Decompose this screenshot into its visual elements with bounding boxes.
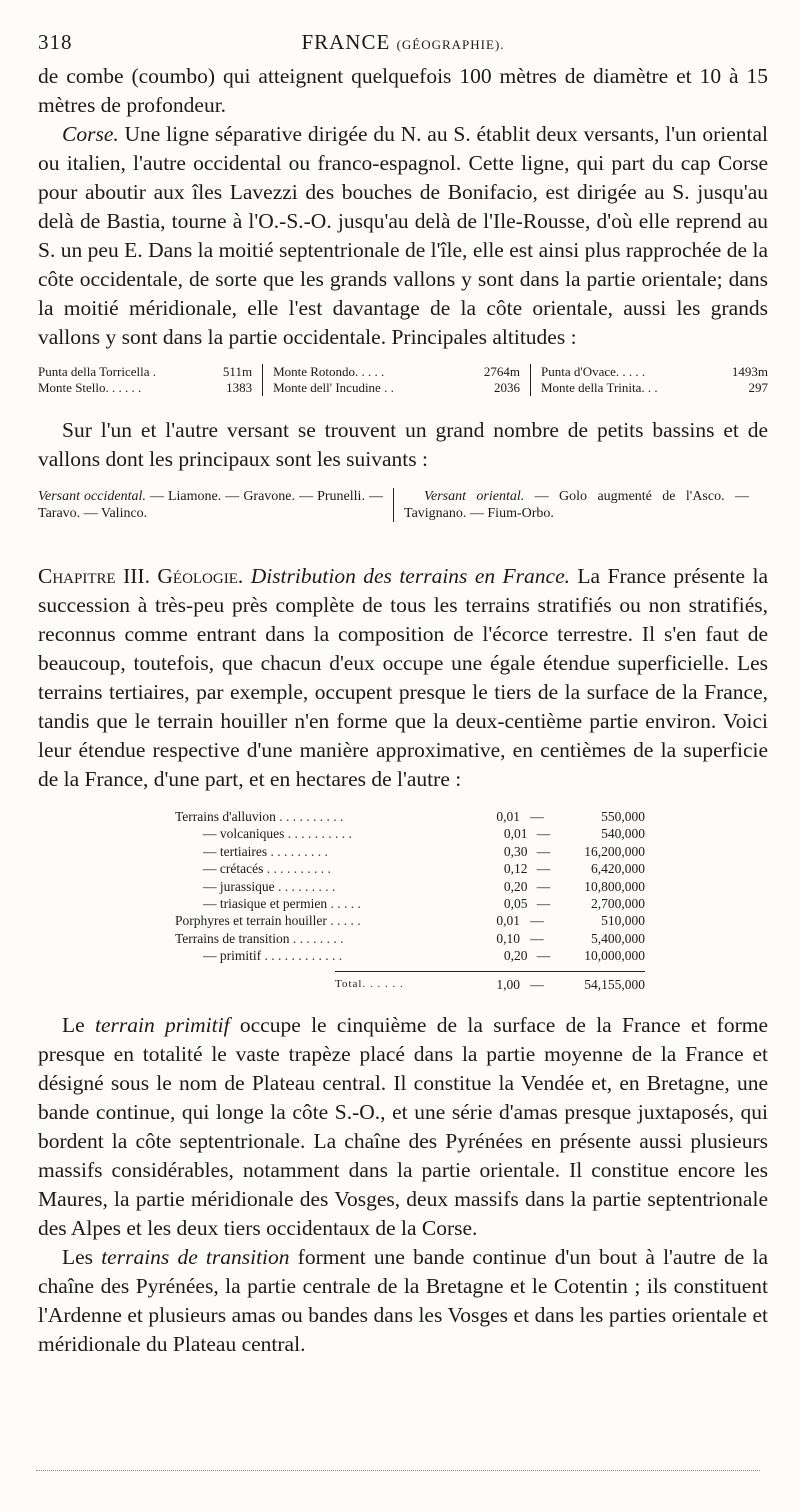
altitude-name: Monte della Trinita. . .	[540, 380, 658, 395]
paragraph-chapter-3	[38, 562, 768, 794]
terrain-dash: —	[536, 878, 551, 894]
leader-dots: . . . . . . . . . .	[279, 809, 344, 824]
leader-dots: . . . . .	[330, 896, 361, 912]
leader-dots: . . . . . . . . . . . .	[264, 948, 343, 964]
terrain-hectares: 2,700,000	[591, 896, 645, 912]
terrain-row	[175, 947, 645, 964]
altitudes-column-3	[530, 364, 768, 396]
terrain-percent: 0,01	[503, 826, 528, 842]
altitude-row	[273, 380, 520, 396]
total-hectares: 54,155,000	[584, 976, 645, 992]
terrain-name: — jurassique	[203, 878, 275, 894]
page-title	[38, 30, 768, 55]
terrain-name: Terrains de transition	[175, 930, 290, 946]
leader-dots: . . . . . . . . .	[278, 878, 336, 894]
terrain-name: — volcaniques	[203, 826, 285, 842]
transition-term: terrains de transition	[101, 1245, 290, 1270]
terrain-hectares: 5,400,000	[591, 930, 645, 946]
title-main: FRANCE	[301, 30, 391, 54]
altitude-name: Monte Rotondo. . . . .	[273, 364, 385, 379]
corse-label: Corse.	[62, 122, 119, 146]
terrain-dash: —	[536, 948, 551, 964]
altitude-value: 2764m	[483, 364, 520, 379]
terrain-row	[175, 930, 645, 947]
terrain-row	[175, 843, 645, 860]
running-header	[38, 26, 768, 62]
leader-dots: . . . . . .	[362, 977, 404, 990]
title-subtitle: (GÉOGRAPHIE).	[396, 37, 505, 52]
paragraph-terrain-primitif	[38, 1011, 768, 1243]
basins-table	[38, 488, 768, 522]
transition-text: forment une bande continue d'un bout à l'autre de la chaîne des Pyrénées, la partie centrale de la Bretagne et le Cotentin ; ils constituent l'Ardenne et plusieurs amas ou bandes dans les Vosges et dans les parties orientale et méridionale du Plateau central.	[38, 1245, 769, 1357]
altitude-name: Monte Stello. . . . . .	[38, 380, 142, 395]
terrain-dash: —	[530, 913, 544, 929]
altitude-value: 1383	[226, 380, 253, 395]
terrains-table	[175, 808, 645, 993]
versant-occidental	[38, 488, 393, 522]
terrain-percent: 0,10	[496, 930, 520, 946]
total-label: Total	[335, 977, 363, 990]
terrain-row	[175, 912, 645, 929]
terrain-hectares: 550,000	[601, 809, 645, 824]
altitude-row	[541, 380, 768, 396]
versant-oriental-text: — Golo augmenté de l'Asco. — Tavignano. — Fium-Orbo.	[404, 489, 749, 521]
altitude-row	[38, 364, 252, 380]
altitude-row	[541, 364, 768, 380]
terrain-name: — primitif	[203, 948, 262, 964]
altitude-value: 2036	[493, 380, 520, 395]
paragraph-combe: de combe (coumbo) qui atteignent quelquefois 100 mètres de diamètre et 10 à 15 mètres de profondeur.	[38, 64, 768, 117]
book-page	[38, 26, 768, 1359]
versant-oriental-label: Versant oriental.	[424, 489, 525, 504]
terrain-total-row	[335, 971, 645, 993]
terrain-percent: 0,30	[503, 843, 528, 859]
footer-rule	[36, 1470, 760, 1471]
chapter-section: Géologie.	[157, 564, 244, 588]
chapter-heading: Distribution des terrains en France.	[250, 564, 570, 588]
terrain-hectares: 16,200,000	[584, 843, 645, 859]
paragraph-basins: Sur l'un et l'autre versant se trouvent un grand nombre de petits bassins et de vallons dont les principaux sont les suivants :	[38, 418, 768, 471]
terrain-percent: 0,01	[496, 809, 520, 824]
versant-occidental-text: — Liamone. — Gravone. — Prunelli. — Taravo. — Valinco.	[38, 489, 383, 521]
terrain-dash: —	[536, 826, 551, 842]
page-number: 318	[38, 30, 73, 54]
terrain-row	[175, 878, 645, 895]
primitif-text: occupe le cinquième de la surface de la France et forme presque en totalité le vaste trapèze placé dans la partie moyenne de la France et désigné sous le nom de Plateau central. Il constitue la Vendée et, en Bretagne, une bande continue, qui longe la côte S.-O., et une série d'amas presque juxtaposés, qui bordent la côte septentrionale. La chaîne des Pyrénées en présente aussi plusieurs massifs considérables, notamment dans la partie orientale. Il constitue encore les Maures, la partie méridionale des Vosges, deux massifs dans la partie septentrionale des Alpes et les deux tiers occidentaux de la Corse.	[38, 1013, 768, 1241]
terrain-dash: —	[536, 843, 551, 859]
transition-pre: Les	[62, 1245, 102, 1270]
terrain-percent: 0,01	[496, 913, 520, 929]
terrain-name: — triasique et permien	[203, 896, 328, 912]
versant-oriental	[393, 488, 749, 522]
terrain-percent: 0,12	[503, 861, 528, 877]
altitude-row	[38, 380, 252, 396]
altitudes-column-2	[262, 364, 530, 396]
total-dash: —	[530, 976, 544, 992]
altitude-value: 511m	[222, 364, 253, 379]
terrain-dash: —	[536, 896, 551, 912]
terrain-percent: 0,20	[503, 878, 528, 894]
terrain-hectares: 10,000,000	[584, 948, 645, 964]
primitif-term: terrain primitif	[95, 1013, 230, 1038]
primitif-pre: Le	[62, 1013, 95, 1038]
altitudes-table	[38, 364, 768, 396]
terrain-row	[175, 860, 645, 877]
chapter-label: Chapitre III.	[38, 564, 150, 588]
terrain-name: — crétacés	[203, 861, 264, 877]
terrain-dash: —	[536, 861, 551, 877]
altitude-value: 1493m	[731, 364, 768, 379]
terrain-hectares: 6,420,000	[591, 861, 645, 877]
terrain-hectares: 540,000	[601, 826, 645, 842]
altitude-name: Punta d'Ovace. . . . .	[540, 364, 646, 379]
leader-dots: . . . . . . . .	[292, 930, 344, 946]
terrain-hectares: 510,000	[601, 913, 645, 929]
terrain-row	[175, 808, 645, 825]
terrain-name: Terrains d'alluvion	[175, 809, 276, 824]
terrain-dash: —	[530, 930, 544, 946]
paragraph-corse	[38, 120, 768, 352]
terrain-row	[175, 825, 645, 842]
leader-dots: . . . . . . . . .	[270, 843, 328, 859]
chapter-text: La France présente la succession à très-peu près complète de tous les terrains stratifiés ou non stratifiés, reconnus comme entrant dans la composition de l'écorce terrestre. Il s'en faut de beaucoup, toutefois, que chacun d'eux occupe une égale étendue superficielle. Les terrains tertiaires, par exemple, occupent presque le tiers de la surface de la France, tandis que le terrain houiller n'en forme que la deux-centième partie environ. Voici leur étendue respective d'une manière approximative, en centièmes de la superficie de la France, d'une part, et en hectares de l'autre :	[38, 564, 768, 791]
altitude-row	[273, 364, 520, 380]
altitudes-column-1	[38, 364, 262, 396]
altitude-name: Monte dell' Incudine . .	[273, 380, 394, 395]
leader-dots: . . . . . . . . . .	[287, 826, 352, 842]
total-percent: 1,00	[496, 976, 520, 992]
terrain-name: Porphyres et terrain houiller	[175, 913, 327, 929]
terrain-hectares: 10,800,000	[584, 878, 645, 894]
terrain-name: — tertiaires	[203, 843, 268, 859]
terrain-percent: 0,05	[503, 896, 528, 912]
terrain-row	[175, 895, 645, 912]
terrain-percent: 0,20	[503, 948, 528, 964]
versant-occidental-label: Versant occidental.	[38, 489, 146, 504]
terrain-dash: —	[530, 809, 544, 824]
paragraph-terrains-transition	[38, 1243, 768, 1359]
altitude-name: Punta della Torricella .	[38, 364, 156, 379]
leader-dots: . . . . .	[330, 913, 361, 929]
corse-text: Une ligne séparative dirigée du N. au S. établit deux versants, l'un oriental ou italien, l'autre occidental ou franco-espagnol. Cette ligne, qui part du cap Corse pour aboutir aux îles Lavezzi des bouches de Bonifacio, est dirigée au S. jusqu'au delà de Bastia, tourne à l'O.-S.-O. jusqu'au delà de l'Ile-Rousse, d'où elle reprend au S. un peu E. Dans la moitié septentrionale de l'île, elle est ainsi plus rapprochée de la côte occidentale, de sorte que les grands vallons y sont dans la partie orientale; dans la moitié méridionale, elle l'est davantage de la côte orientale, aussi les grands vallons y sont dans la partie occidentale. Principales altitudes :	[38, 122, 768, 349]
leader-dots: . . . . . . . . . .	[266, 861, 331, 877]
altitude-value: 297	[748, 380, 768, 395]
